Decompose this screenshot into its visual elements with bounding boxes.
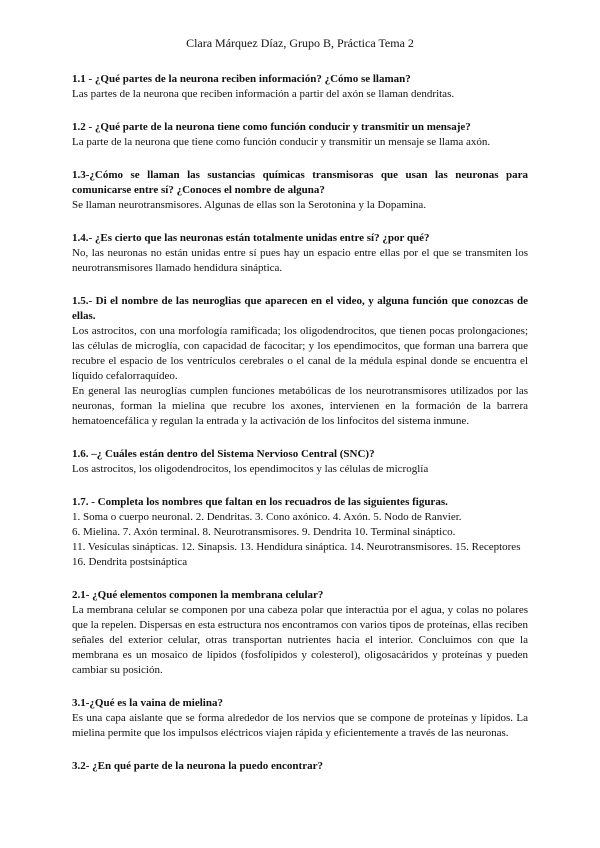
question: 3.2- ¿En qué parte de la neurona la puedo encontrar?: [72, 760, 323, 772]
qa-item: [72, 72, 528, 102]
answer: [72, 135, 528, 150]
answer-paragraph: Se llaman neurotransmisores. Algunas de ellas son la Serotonina y la Dopamina.: [72, 199, 427, 211]
qa-item: [72, 759, 528, 774]
answer: [72, 246, 528, 276]
qa-item: [72, 495, 528, 570]
question: 3.1-¿Qué es la vaina de mielina?: [72, 697, 223, 709]
page-header: Clara Márquez Díaz, Grupo B, Práctica Tema 2: [186, 36, 414, 50]
answer-paragraph: La parte de la neurona que tiene como función conducir y transmitir un mensaje se llama axón.: [72, 136, 491, 148]
answer-paragraph: Es una capa aislante que se forma alrededor de los nervios que se compone de proteínas y lípidos. La mielina permite que los impulsos eléctricos viajen rápida y eficientemente a través de las neuronas.: [72, 712, 528, 739]
qa-item: [72, 588, 528, 678]
answer-paragraph: Las partes de la neurona que reciben información a partir del axón se llaman dendritas.: [72, 88, 455, 100]
qa-item: [72, 294, 528, 429]
question: 1.7. - Completa los nombres que faltan en los recuadros de las siguientes figuras.: [72, 496, 448, 508]
document-body: [72, 72, 528, 792]
answer: [72, 324, 528, 429]
answer-line: 6. Mielina. 7. Axón terminal. 8. Neurotransmisores. 9. Dendrita 10. Terminal sináptico.: [72, 526, 456, 538]
question: 1.5.- Di el nombre de las neuroglias que aparecen en el video, y alguna función que conozcas de ellas.: [72, 295, 528, 322]
answer-paragraph: La membrana celular se componen por una cabeza polar que interactúa por el agua, y colas no polares que la repelen. Dispersas en esta estructura nos encontramos con varios tipos de proteínas, ellas reciben señales del exterior celular, otras transportan nutrientes hacia el interior. Concluimos con que la membrana es un mosaico de lípidos (fosfolípidos y colesterol), oligosacáridos y proteínas y pueden cambiar su posición.: [72, 604, 528, 676]
answer-paragraph: Los astrocitos, los oligodendrocitos, los ependimocitos y las células de microglía: [72, 463, 429, 475]
answer-paragraph: No, las neuronas no están unidas entre sí pues hay un espacio entre ellas por el que se transmiten los neurotransmisores llamado hendidura sináptica.: [72, 247, 528, 274]
question: 1.3-¿Cómo se llaman las sustancias químicas transmisoras que usan las neuronas para comunicarse entre sí? ¿Conoces el nombre de alguna?: [72, 169, 528, 196]
answer-line: 11. Vesículas sinápticas. 12. Sinapsis. 13. Hendidura sináptica. 14. Neurotransmisores. 15. Receptores: [72, 541, 521, 553]
answer: [72, 711, 528, 741]
answer: [72, 462, 528, 477]
qa-item: [72, 120, 528, 150]
answer-paragraph: Los astrocitos, con una morfología ramificada; los oligodendrocitos, que tienen pocas prolongaciones; las células de microglía, con capacidad de facocitar; y los ependimocitos, que forman una barrera que recubre el espacio de los ventrículos cerebrales o el canal de la médula espinal donde se encuentra el líquido cefalorraquídeo.: [72, 325, 528, 382]
answer: [72, 603, 528, 678]
qa-item: [72, 447, 528, 477]
question: 1.4.- ¿Es cierto que las neuronas están totalmente unidas entre sí? ¿por qué?: [72, 232, 430, 244]
answer: [72, 198, 528, 213]
answer-line: 1. Soma o cuerpo neuronal. 2. Dendritas. 3. Cono axónico. 4. Axón. 5. Nodo de Ranvier.: [72, 511, 462, 523]
answer: [72, 87, 528, 102]
question: 1.1 - ¿Qué partes de la neurona reciben información? ¿Cómo se llaman?: [72, 73, 411, 85]
qa-item: [72, 168, 528, 213]
qa-item: [72, 696, 528, 741]
question: 1.2 - ¿Qué parte de la neurona tiene como función conducir y transmitir un mensaje?: [72, 121, 471, 133]
question: 2.1- ¿Qué elementos componen la membrana celular?: [72, 589, 324, 601]
answer-paragraph: En general las neuroglías cumplen funciones metabólicas de los neurotransmisores utilizados por las neuronas, forman la mielina que recubre los axones, intervienen en la formación de la barrera hematoencefálica y regulan la entrada y la activación de los linfocitos del sistema inmune.: [72, 385, 528, 427]
question: 1.6. –¿ Cuáles están dentro del Sistema Nervioso Central (SNC)?: [72, 448, 375, 460]
answer: [72, 510, 528, 570]
answer-line: 16. Dendrita postsináptica: [72, 556, 188, 568]
qa-item: [72, 231, 528, 276]
